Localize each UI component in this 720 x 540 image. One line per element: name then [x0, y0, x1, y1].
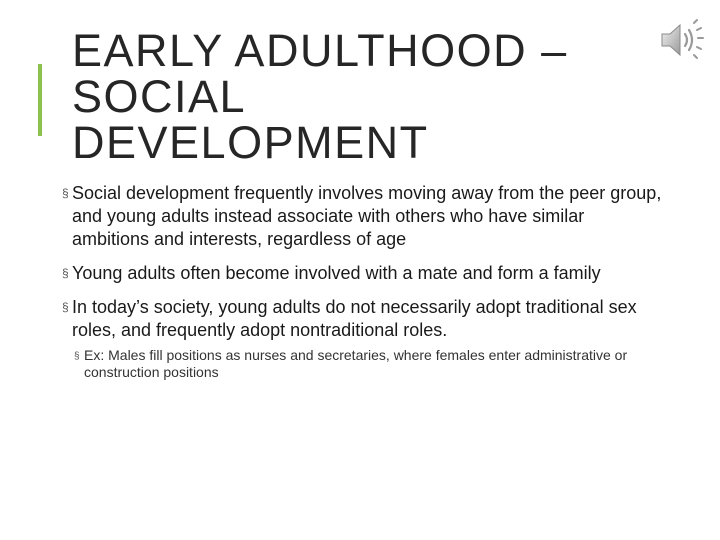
bullet-item [62, 182, 662, 251]
bullet-text: Social development frequently involves moving away from the peer group, and young adults instead associate with others who have similar ambitions and interests, regardless of age [72, 183, 662, 249]
title-accent-bar [38, 64, 42, 136]
bullet-item [62, 262, 662, 285]
bullet-text: Young adults often become involved with a mate and form a family [72, 263, 601, 283]
bullet-item [62, 296, 662, 342]
slide-body [62, 182, 662, 381]
slide-title [72, 25, 652, 168]
sub-bullet-item [74, 347, 662, 381]
speaker-icon[interactable] [656, 14, 708, 66]
sub-bullet-text: Ex: Males fill positions as nurses and secretaries, where females enter administrative or construction positions [84, 347, 628, 380]
title-line: EARLY ADULTHOOD – [72, 25, 568, 76]
bullet-marker: § [62, 186, 69, 200]
bullet-marker: § [62, 300, 69, 314]
bullet-marker: § [62, 266, 69, 280]
bullet-marker: § [74, 351, 80, 362]
title-line: DEVELOPMENT [72, 117, 429, 168]
title-line: SOCIAL [72, 71, 247, 122]
bullet-text: In today’s society, young adults do not necessarily adopt traditional sex roles, and frequently adopt nontraditional roles. [72, 297, 637, 340]
